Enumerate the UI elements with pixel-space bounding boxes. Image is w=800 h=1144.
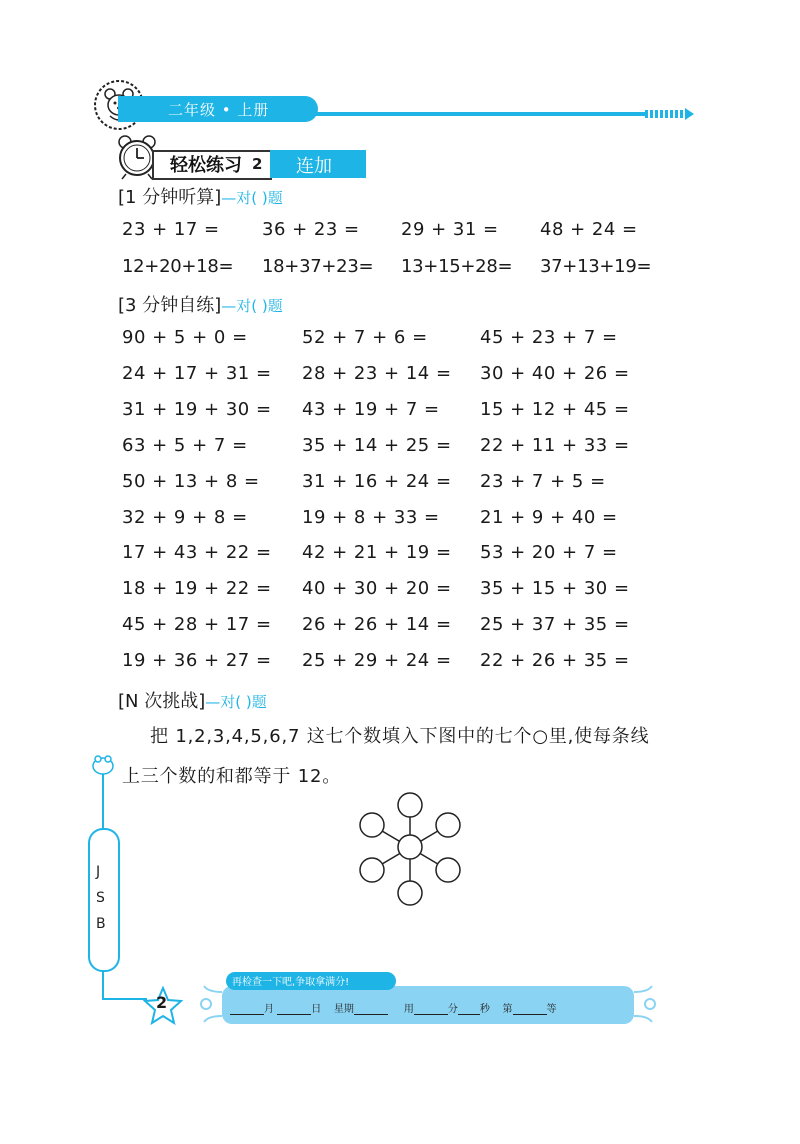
problem: 15 + 12 + 45 = [480,399,630,420]
blank-line[interactable] [354,1004,388,1015]
side-rail-line [102,786,104,832]
footer-second: 秒 [479,1004,490,1015]
problem: 19 + 36 + 27 = [122,650,272,671]
side-letter: B [96,916,106,932]
problem: 40 + 30 + 20 = [302,578,452,599]
problem: 28 + 23 + 14 = [302,363,452,384]
challenge-text-line1: 把 1,2,3,4,5,6,7 这七个数填入下图中的七个○里,使每条线 [150,726,650,747]
problem: 36 + 23 = [262,219,360,240]
topic-title: 连加 [296,156,332,177]
problem: 52 + 7 + 6 = [302,327,428,348]
grade-label: 二年级 • 上册 [168,101,270,119]
problem: 25 + 37 + 35 = [480,614,630,635]
problem: 37+13+19= [540,256,652,277]
header-arrow-icon [685,108,694,120]
snowflake-right-icon [632,982,658,1026]
problem: 17 + 43 + 22 = [122,542,272,563]
diagram-circle [360,813,384,837]
problem: 12+20+18= [122,256,234,277]
side-rail-line [102,970,104,998]
circle-diagram [350,785,470,915]
problem: 63 + 5 + 7 = [122,435,248,456]
problem: 22 + 26 + 35 = [480,650,630,671]
footer-tag-text: 再检查一下吧,争取拿满分! [232,977,350,988]
section2-score: —对( )题 [221,297,283,315]
footer-weekday: 星期 [333,1004,354,1015]
diagram-circle-center [398,835,422,859]
diagram-circle [360,858,384,882]
challenge-text-line2: 上三个数的和都等于 12。 [122,766,342,787]
problem: 45 + 28 + 17 = [122,614,272,635]
problem: 30 + 40 + 26 = [480,363,630,384]
exercise-number: 2 [252,155,263,173]
snowflake-left-icon [198,982,224,1026]
diagram-circle [436,858,460,882]
footer-day: 日 [311,1004,322,1015]
diagram-circle [398,793,422,817]
problem: 31 + 16 + 24 = [302,471,452,492]
problem: 24 + 17 + 31 = [122,363,272,384]
problem: 48 + 24 = [540,219,638,240]
section2-label: [3 分钟自练] [118,295,222,316]
diagram-circle [436,813,460,837]
section2-header [118,291,283,317]
blank-line[interactable] [513,1004,547,1015]
blank-line[interactable] [414,1004,448,1015]
problem: 25 + 29 + 24 = [302,650,452,671]
problem: 26 + 26 + 14 = [302,614,452,635]
footer-rank: 第 [502,1004,513,1015]
section1-score: —对( )题 [221,189,283,207]
diagram-circle [398,881,422,905]
problem: 18+37+23= [262,256,374,277]
footer-month: 月 [264,1004,274,1015]
problem: 13+15+28= [401,256,513,277]
problem: 35 + 15 + 30 = [480,578,630,599]
problem: 53 + 20 + 7 = [480,542,618,563]
side-letter: S [96,890,105,906]
section3-header [118,687,267,713]
problem: 21 + 9 + 40 = [480,507,618,528]
problem: 32 + 9 + 8 = [122,507,248,528]
problem: 42 + 21 + 19 = [302,542,452,563]
footer-record-row [230,1000,557,1015]
side-rail-line [102,998,147,1000]
problem: 29 + 31 = [401,219,499,240]
problem: 19 + 8 + 33 = [302,507,440,528]
problem: 35 + 14 + 25 = [302,435,452,456]
blank-line[interactable] [230,1004,264,1015]
problem: 45 + 23 + 7 = [480,327,618,348]
side-letter: J [96,864,101,880]
blank-line[interactable] [458,1004,480,1015]
frog-decoration-icon [90,752,116,788]
page-number: 2 [156,993,168,1012]
problem: 18 + 19 + 22 = [122,578,272,599]
blank-line[interactable] [277,1004,311,1015]
section1-header [118,183,283,209]
problem: 50 + 13 + 8 = [122,471,260,492]
problem: 31 + 19 + 30 = [122,399,272,420]
footer-used: 用 [403,1004,414,1015]
section3-label: [N 次挑战] [118,691,206,712]
problem: 22 + 11 + 33 = [480,435,630,456]
header-dashes [645,110,685,118]
problem: 23 + 17 = [122,219,220,240]
footer-minute: 分 [447,1004,458,1015]
footer-place: 等 [546,1004,557,1015]
problem: 90 + 5 + 0 = [122,327,248,348]
section3-score: —对( )题 [205,693,267,711]
header-line [300,112,645,116]
problem: 23 + 7 + 5 = [480,471,606,492]
exercise-title: 轻松练习 [170,155,242,176]
problem: 43 + 19 + 7 = [302,399,440,420]
section1-label: [1 分钟听算] [118,187,222,208]
